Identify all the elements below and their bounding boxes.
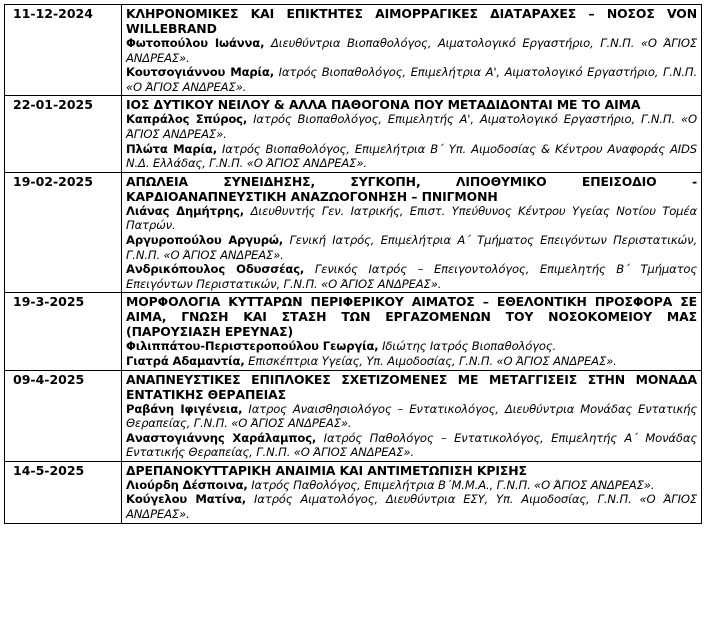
speaker-entry — [126, 142, 697, 171]
speaker-entry — [126, 65, 697, 94]
session-title: ΚΛΗΡΟΝΟΜΙΚΕΣ ΚΑΙ ΕΠΙΚΤΗΤΕΣ ΑΙΜΟΡΡΑΓΙΚΕΣ ΔΙΑΤΑΡΑΧΕΣ – ΝΟΣΟΣ VON WILLEBRAND — [126, 6, 697, 36]
session-content — [122, 172, 702, 293]
session-title: ΜΟΡΦΟΛΟΓΙΑ ΚΥΤΤΑΡΩΝ ΠΕΡΙΦΕΡΙΚΟΥ ΑΙΜΑΤΟΣ – ΕΘΕΛΟΝΤΙΚΗ ΠΡΟΣΦΟΡΑ ΣΕ ΑΙΜΑ, ΓΝΩΣΗ ΚΑΙ ΣΤΑΣΗ ΤΩΝ ΕΡΓΑΖΟΜΕΝΩΝ ΤΟΥ ΝΟΣΟΚΟΜΕΙΟΥ ΜΑΣ (ΠΑΡΟΥΣΙΑΣΗ ΕΡΕΥΝΑΣ) — [126, 294, 697, 340]
speaker-entry — [126, 233, 697, 262]
session-title: ΙΟΣ ΔΥΤΙΚΟΥ ΝΕΙΛΟΥ & ΑΛΛΑ ΠΑΘΟΓΟΝΑ ΠΟΥ ΜΕΤΑΔΙΔΟΝΤΑΙ ΜΕ ΤΟ ΑΙΜΑ — [126, 97, 641, 113]
speaker-role: Επισκέπτρια Υγείας, Υπ. Αιμοδοσίας, Γ.Ν.Π. «Ο ΆΓΙΟΣ ΑΝΔΡΕΑΣ». — [244, 353, 617, 368]
speaker-role: Ιατρός Παθολόγος, Επιμελήτρια Β΄Μ.Μ.Α., Γ.Ν.Π. «Ο ΆΓΙΟΣ ΑΝΔΡΕΑΣ». — [247, 477, 655, 492]
speaker-role: Γενική Ιατρός, Επιμελήτρια Α΄ Τμήματος Επειγόντων Περιστατικών, Γ.Ν.Π. «Ο ΆΓΙΟΣ ΑΝΔΡΕΑΣ». — [126, 232, 697, 262]
session-date: 19-02-2025 — [5, 172, 122, 293]
session-date: 19-3-2025 — [5, 293, 122, 370]
session-row — [5, 461, 702, 523]
speaker-role: Διευθύντρια Βιοπαθολόγος, Αιματολογικό Εργαστήριο, Γ.Ν.Π. «Ο ΆΓΙΟΣ ΑΝΔΡΕΑΣ». — [126, 36, 698, 65]
session-content — [122, 293, 702, 370]
speaker-role: Ιατρός Αιματολόγος, Διευθύντρια ΕΣΥ, Υπ. Αιμοδοσίας, Γ.Ν.Π. «Ο ΆΓΙΟΣ ΑΝΔΡΕΑΣ». — [126, 492, 697, 522]
session-title: ΑΠΩΛΕΙΑ ΣΥΝΕΙΔΗΣΗΣ, ΣΥΓΚΟΠΗ, ΛΙΠΟΘΥΜΙΚΟ ΕΠΕΙΣΟΔΙΟ - ΚΑΡΔΙΟΑΝΑΠΝΕΥΣΤΙΚΗ ΑΝΑΖΩΟΓΟΝΗΣΗ – ΠΝΙΓΜΟΝΗ — [126, 173, 697, 204]
session-date: 22-01-2025 — [5, 96, 122, 172]
session-row — [5, 96, 702, 172]
speaker-name: Γιατρά Αδαμαντία, — [126, 353, 245, 368]
session-title: ΔΡΕΠΑΝΟΚΥΤΤΑΡΙΚΗ ΑΝΑΙΜΙΑ ΚΑΙ ΑΝΤΙΜΕΤΩΠΙΣΗ ΚΡΙΣΗΣ — [126, 462, 527, 478]
speaker-entry — [126, 112, 697, 141]
speaker-entry — [126, 402, 697, 431]
speaker-role: Ιδιώτης Ιατρός Βιοπαθολόγος. — [378, 339, 557, 354]
session-date: 09-4-2025 — [5, 370, 122, 461]
session-date: 14-5-2025 — [5, 461, 122, 523]
speaker-role: Ιατρός Παθολόγος – Εντατικολόγος, Επιμελητής Α΄ Μονάδας Εντατικής Θεραπείας, Γ.Ν.Π. «Ο ΆΓΙΟΣ ΑΝΔΡΕΑΣ». — [126, 430, 697, 460]
speaker-role: Ιατρός Βιοπαθολόγος, Επιμελήτρια Α', Αιματολογικό Εργαστήριο, Γ.Ν.Π. «Ο ΆΓΙΟΣ ΑΝΔΡΕΑΣ». — [126, 65, 698, 94]
session-date: 11-12-2024 — [5, 5, 122, 96]
speaker-name: Φωτοπούλου Ιωάννα, — [126, 36, 265, 50]
schedule-table — [4, 4, 702, 524]
speaker-name: Λιάνας Δημήτρης, — [126, 203, 245, 218]
speaker-name: Πλώτα Μαρία, — [126, 141, 217, 156]
speaker-name: Αναστογιάννης Χαράλαμπος, — [126, 430, 317, 445]
speaker-name: Αργυροπούλου Αργυρώ, — [126, 232, 284, 247]
session-row — [5, 172, 702, 293]
session-row — [5, 293, 702, 370]
speaker-entry — [126, 478, 697, 493]
speaker-name: Λιούρδη Δέσποινα, — [126, 477, 248, 492]
speaker-role: Γενικός Ιατρός – Επειγοντολόγος, Επιμελητής Β΄ Τμήματος Επειγόντων Περιστατικών, Γ.Ν.Π. «Ο ΆΓΙΟΣ ΑΝΔΡΕΑΣ». — [126, 262, 697, 291]
speaker-name: Καπράλος Σπύρος, — [126, 112, 248, 127]
speaker-entry — [126, 339, 697, 354]
session-title: ΑΝΑΠΝΕΥΣΤΙΚΕΣ ΕΠΙΠΛΟΚΕΣ ΣΧΕΤΙΖΟΜΕΝΕΣ ΜΕ ΜΕΤΑΓΓΙΣΕΙΣ ΣΤΗΝ ΜΟΝΑΔΑ ΕΝΤΑΤΙΚΗΣ ΘΕΡΑΠΕΙΑΣ — [126, 371, 697, 402]
speaker-entry — [126, 204, 697, 233]
speaker-name: Ραβάνη Ιφιγένεια, — [126, 401, 243, 416]
speaker-name: Ανδρικόπουλος Οδυσσέας, — [126, 262, 305, 277]
speaker-entry — [126, 354, 697, 369]
session-content — [122, 5, 702, 96]
speaker-entry — [126, 492, 697, 521]
speaker-entry — [126, 262, 697, 291]
speaker-entry — [126, 36, 697, 65]
session-row — [5, 370, 702, 461]
session-content — [122, 96, 702, 172]
speaker-name: Φιλιππάτου-Περιστεροπούλου Γεωργία, — [126, 339, 379, 354]
speaker-role: Ιατρός Βιοπαθολόγος, Επιμελήτρια Β΄ Υπ. Αιμοδοσίας & Κέντρου Αναφοράς AIDS Ν.Δ. Ελλάδας, Γ.Ν.Π. «Ο ΆΓΙΟΣ ΑΝΔΡΕΑΣ». — [126, 141, 697, 171]
session-content — [122, 370, 702, 461]
speaker-role: Διευθυντής Γεν. Ιατρικής, Επιστ. Υπεύθυνος Κέντρου Υγείας Νοτίου Τομέα Πατρών. — [126, 203, 697, 233]
speaker-name: Κούγελου Ματίνα, — [126, 492, 247, 507]
speaker-role: Ιατρος Αναισθησιολόγος – Εντατικολόγος, Διευθύντρια Μονάδας Εντατικής Θεραπείας, Γ.Ν.Π. «Ο ΆΓΙΟΣ ΑΝΔΡΕΑΣ». — [126, 401, 697, 431]
session-row — [5, 5, 702, 96]
speaker-role: Ιατρός Βιοπαθολόγος, Επιμελητής Α', Αιματολογικό Εργαστήριο, Γ.Ν.Π. «Ο ΆΓΙΟΣ ΑΝΔΡΕΑΣ». — [126, 112, 697, 141]
session-content — [122, 461, 702, 523]
speaker-entry — [126, 431, 697, 460]
speaker-name: Κουτσογιάννου Μαρία, — [126, 65, 274, 80]
